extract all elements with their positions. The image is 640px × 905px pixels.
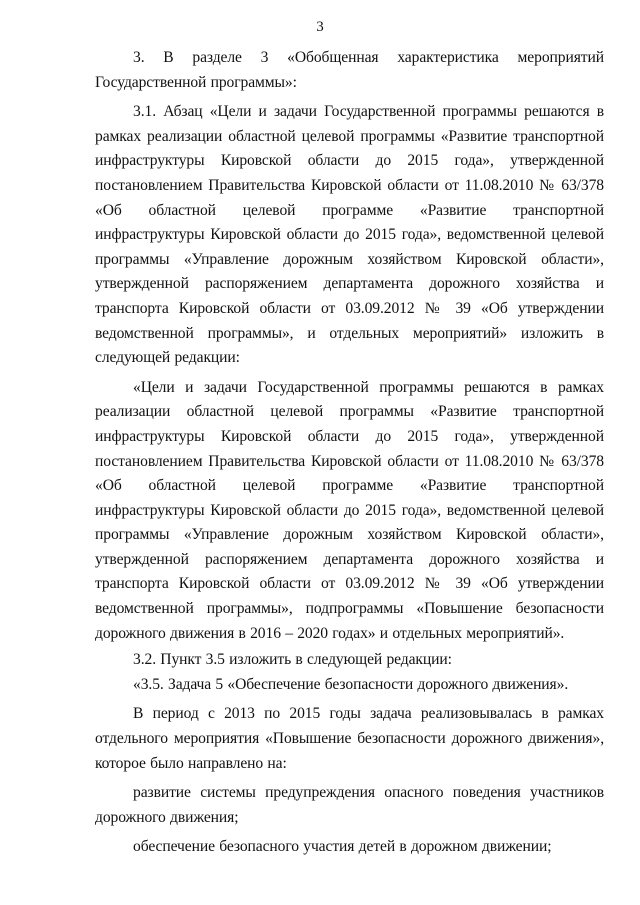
paragraph-item-child-safety: обеспечение безопасного участия детей в дорожном движении; (133, 838, 552, 856)
document-body (95, 46, 604, 860)
paragraph-3-2: 3.2. Пункт 3.5 изложить в следующей редакции: (133, 651, 452, 669)
paragraph-section-3: 3. В разделе 3 «Обобщенная характеристика мероприятий Государственной программы»: (95, 49, 604, 91)
paragraph-quoted-goals: «Цели и задачи Государственной программы решаются в рамках реализации областной целевой программы «Развитие транспортной инфраструктуры Кировской области до 2015 года», утвержденной постановлением Правительства Кировской области от 11.08.2010 № 63/378 «Об областной целевой программе «Развитие транспортной инфраструктуры Кировской области до 2015 года», ведомственной целевой программы «Управление дорожным хозяйством Кировской области», утвержденной распоряжением департамента дорожного хозяйства и транспорта Кировской области от 03.09.2012 № 39 «Об утверждении ведомственной программы», подпрограммы «Повышение безопасности дорожного движения в 2016 – 2020 годах» и отдельных мероприятий». (95, 378, 604, 642)
paragraph-period: В период с 2013 по 2015 годы задача реализовывалась в рамках отдельного мероприятия «Повышение безопасности дорожного движения», которое было направлено на: (95, 705, 604, 772)
page-number: 3 (316, 19, 324, 35)
paragraph-3-1: 3.1. Абзац «Цели и задачи Государственной программы решаются в рамках реализации областной целевой программы «Развитие транспортной инфраструктуры Кировской области до 2015 года», утвержденной постановлением Правительства Кировской области от 11.08.2010 № 63/378 «Об областной целевой программе «Развитие транспортной инфраструктуры Кировской области до 2015 года», ведомственной целевой программы «Управление дорожным хозяйством Кировской области», утвержденной распоряжением департамента дорожного хозяйства и транспорта Кировской области от 03.09.2012 № 39 «Об утверждении ведомственной программы», и отдельных мероприятий» изложить в следующей редакции: (95, 103, 604, 367)
paragraph-item-warning-system: развитие системы предупреждения опасного поведения участников дорожного движения; (95, 784, 604, 826)
paragraph-task-5: «3.5. Задача 5 «Обеспечение безопасности дорожного движения». (133, 675, 569, 693)
